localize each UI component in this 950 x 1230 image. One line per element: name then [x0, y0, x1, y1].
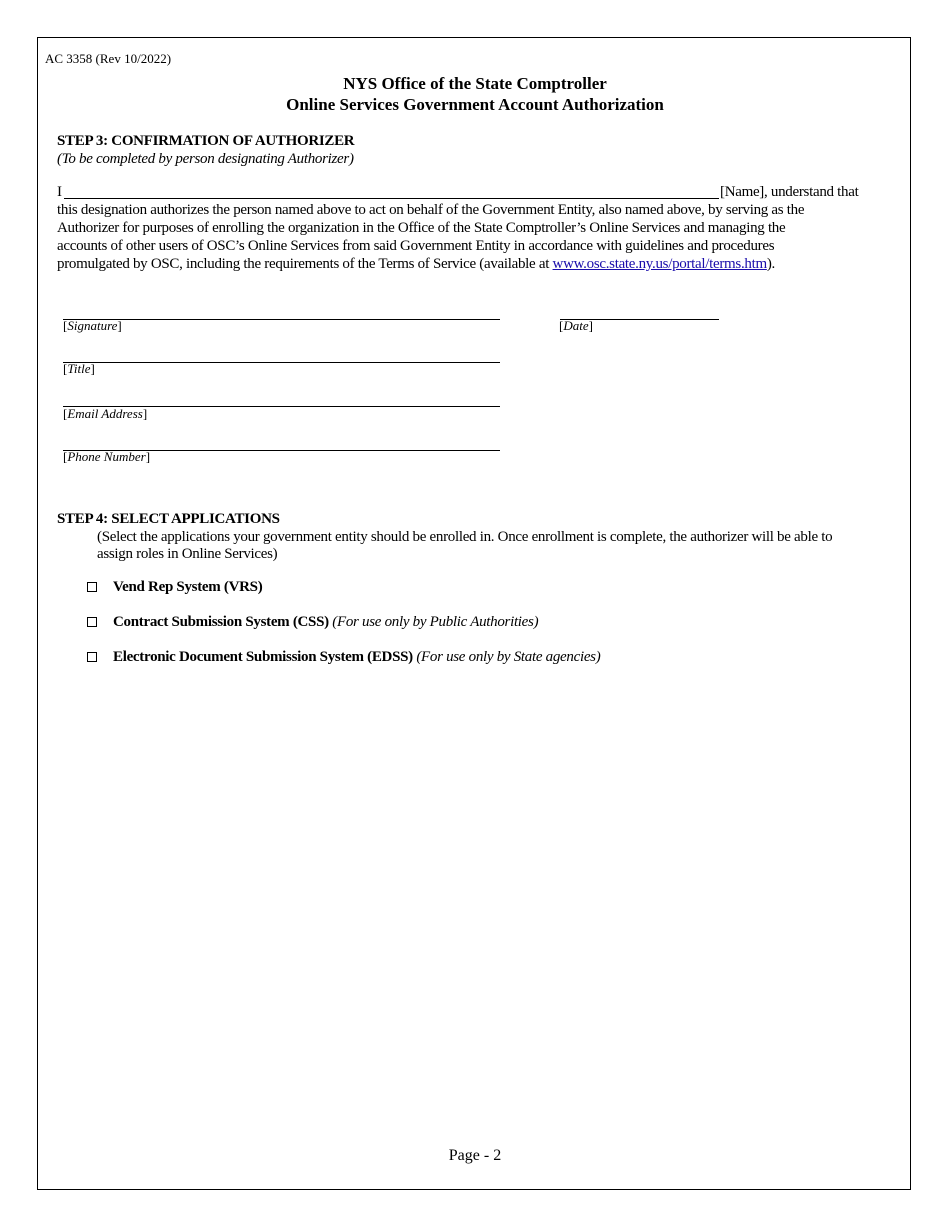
step4-instruction-line2: assign roles in Online Services) [97, 546, 278, 562]
page-title-line2: Online Services Government Account Authorization [286, 95, 664, 114]
vrs-label: Vend Rep System (VRS) [113, 579, 263, 595]
title-line[interactable] [63, 348, 500, 363]
step3-heading: STEP 3: CONFIRMATION OF AUTHORIZER [57, 133, 355, 149]
edss-label: Electronic Document Submission System (EDSS) (For use only by State agencies) [113, 649, 601, 665]
email-label: [Email Address] [63, 406, 148, 421]
css-label: Contract Submission System (CSS) (For use only by Public Authorities) [113, 614, 539, 630]
page-number: Page - 2 [448, 1147, 502, 1164]
signature-line[interactable] [63, 305, 500, 320]
name-suffix: [Name], understand that [720, 184, 859, 200]
phone-label: [Phone Number] [63, 449, 151, 464]
date-label: [Date] [559, 318, 593, 333]
title-label: [Title] [63, 361, 95, 376]
step4-instruction-line1: (Select the applications your government entity should be enrolled in. Once enrollment is complete, the authorizer will be able to [97, 529, 833, 545]
step3-text-line4 [57, 255, 775, 273]
step3-text-line3: accounts of other users of OSC’s Online Services from said Government Entity in accordance with guidelines and procedures [57, 238, 775, 254]
page-title-line1: NYS Office of the State Comptroller [343, 74, 607, 93]
step4-heading: STEP 4: SELECT APPLICATIONS [57, 511, 280, 527]
edss-checkbox[interactable] [87, 652, 97, 662]
terms-of-service-link[interactable]: www.osc.state.ny.us/portal/terms.htm [552, 256, 767, 272]
step3-text-line1: this designation authorizes the person named above to act on behalf of the Government Entity, also named above, by serving as the [57, 202, 805, 218]
css-checkbox[interactable] [87, 617, 97, 627]
line4-start: promulgated by OSC, including the requirements of the Terms of Service (available at [57, 256, 553, 272]
line4-end: ). [766, 256, 776, 272]
step3-text-line2: Authorizer for purposes of enrolling the organization in the Office of the State Comptroller’s Online Services and managing the [57, 220, 786, 236]
name-prefix: I [57, 184, 62, 200]
form-number: AC 3358 (Rev 10/2022) [45, 51, 172, 66]
email-line[interactable] [63, 392, 500, 407]
name-input-line[interactable] [64, 183, 719, 199]
step3-subheading: (To be completed by person designating Authorizer) [57, 151, 354, 167]
vrs-checkbox[interactable] [87, 582, 97, 592]
signature-label: [Signature] [63, 318, 122, 333]
